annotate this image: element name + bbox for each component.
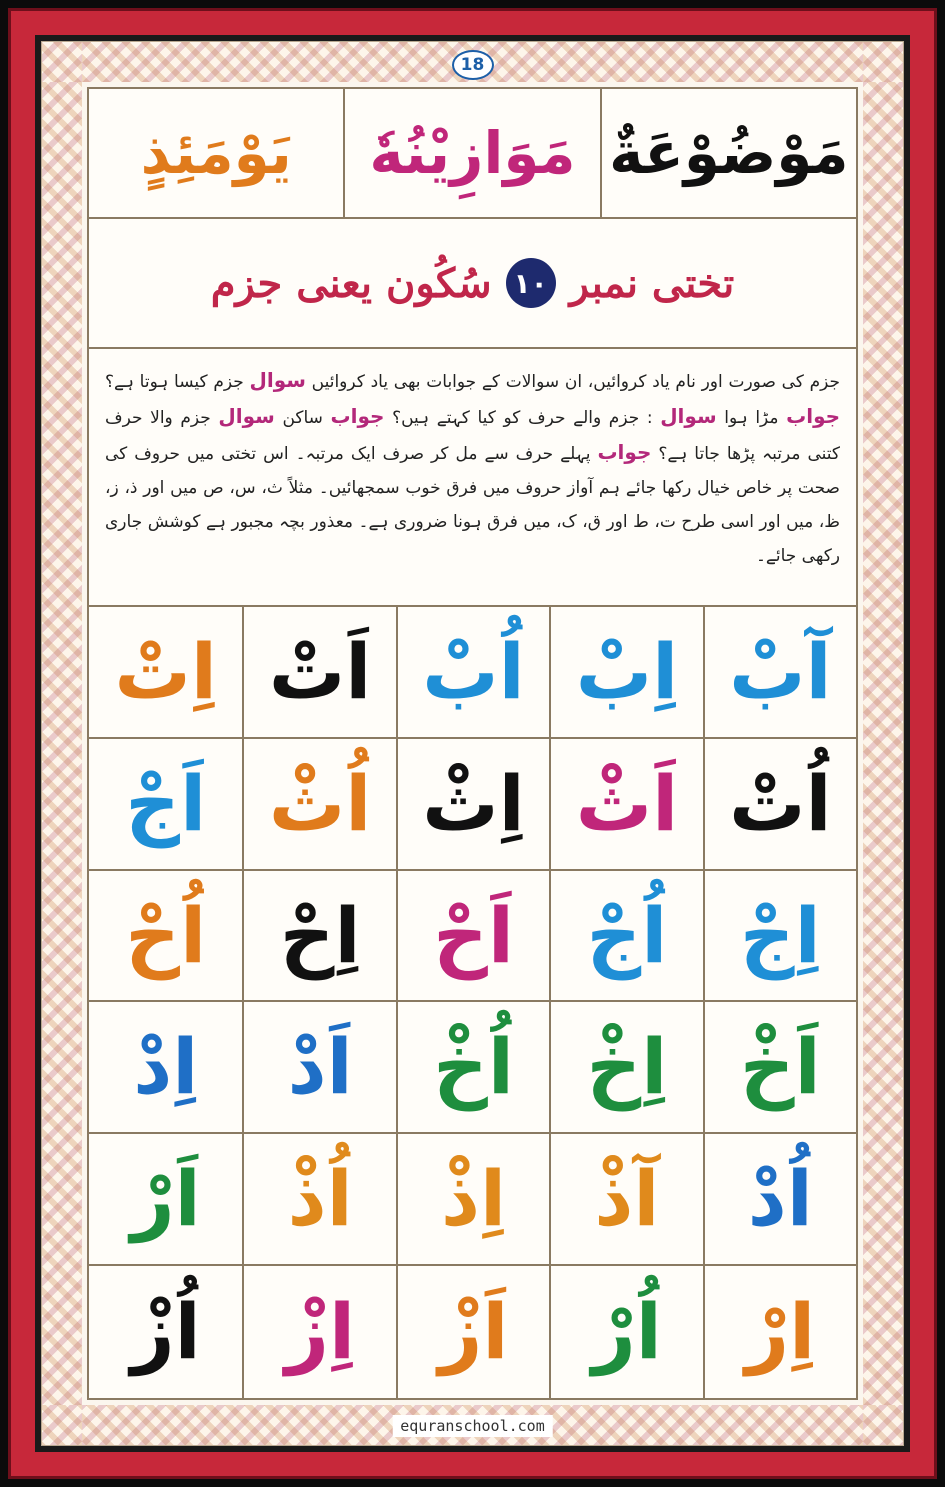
question-label: سوال — [660, 404, 717, 428]
letter-cell: اِثْ — [396, 739, 549, 871]
title-part-2: سُکُون یعنی جزم — [210, 259, 492, 307]
page-number: 18 — [452, 50, 494, 80]
letter-cell: آبْ — [703, 607, 856, 739]
question-text: : جزم والے حرف کو کیا کہتے ہیں؟ — [392, 408, 653, 428]
example-word: يَوْمَئِذٍ — [140, 119, 292, 187]
letter-cell: اُحْ — [89, 871, 242, 1003]
letter-cell: اِزْ — [242, 1266, 395, 1398]
answer-text: مڑا ہوا — [724, 408, 779, 428]
lesson-content — [87, 87, 858, 1400]
watermark: equranschool.com — [392, 1415, 553, 1437]
lesson-title — [89, 219, 856, 349]
letter-cell: اَزْ — [396, 1266, 549, 1398]
title-part-1: تختی نمبر — [569, 259, 735, 307]
letter-cell: اَحْ — [396, 871, 549, 1003]
letter-cell: اِذْ — [396, 1134, 549, 1266]
instruction-text: جزم کی صورت اور نام یاد کروائیں، ان سوالات کے جوابات بھی یاد کروائیں — [311, 372, 841, 392]
answer-label: جواب — [597, 440, 652, 464]
instructions-paragraph — [89, 349, 856, 607]
letter-cell: اَجْ — [89, 739, 242, 871]
letter-cell: اَرْ — [89, 1134, 242, 1266]
letter-cell: اُزْ — [130, 1287, 201, 1377]
letter-cell: اِتْ — [89, 607, 242, 739]
example-word: مَوْضُوْعَةٌ — [600, 89, 856, 217]
letter-grid — [89, 607, 856, 1398]
letter-cell: اِحْ — [242, 871, 395, 1003]
answer-label: جواب — [330, 404, 385, 428]
letter-cell: اُثْ — [242, 739, 395, 871]
letter-cell: اُبْ — [396, 607, 549, 739]
letter-cell: اُخْ — [396, 1002, 549, 1134]
decorative-frame — [41, 41, 904, 1446]
letter-cell: اِدْ — [89, 1002, 242, 1134]
question-label: سوال — [218, 404, 275, 428]
letter-cell: اِجْ — [703, 871, 856, 1003]
example-word: مَوَازِيْنُهٗ — [343, 89, 599, 217]
letter-cell: اَدْ — [242, 1002, 395, 1134]
letter-cell: اَثْ — [549, 739, 702, 871]
letter-cell: اُتْ — [703, 739, 856, 871]
question-label: سوال — [249, 368, 306, 392]
page-inner-border — [35, 35, 910, 1452]
page-frame — [8, 8, 937, 1479]
answer-label: جواب — [786, 404, 841, 428]
letter-cell: اِرْ — [703, 1266, 856, 1398]
letter-cell: اُجْ — [549, 871, 702, 1003]
question-text: جزم کیسا ہوتا ہے؟ — [105, 372, 244, 392]
letter-cell: اَخْ — [703, 1002, 856, 1134]
letter-cell: اُرْ — [549, 1266, 702, 1398]
example-words-row — [89, 89, 856, 219]
letter-cell: اُدْ — [703, 1134, 856, 1266]
answer-text: پہلے حرف سے مل کر صرف ایک مرتبہ۔ اس تختی میں حروف کی صحت پر خاص خیال رکھا جائے ہم آواز حروف میں فرق خوب سمجھائیں۔ مثلاً ث، س، ص میں اور ذ، ز، ظ، میں اور اسی طرح ت، ط اور ق، ک، میں فرق ہونا ضروری ہے۔ معذور بچہ مجبور ہے کوشش جاری رکھی جائے۔ — [105, 444, 840, 566]
lesson-number-badge: ١٠ — [506, 258, 556, 308]
letter-cell: اِخْ — [549, 1002, 702, 1134]
letter-cell: اُذْ — [242, 1134, 395, 1266]
letter-cell: اَتْ — [242, 607, 395, 739]
question-text: جزم والا حرف کتنی مرتبہ پڑھا جاتا ہے؟ — [105, 408, 840, 464]
letter-cell: آذْ — [549, 1134, 702, 1266]
letter-cell: اِبْ — [549, 607, 702, 739]
answer-text: ساکن — [282, 408, 323, 428]
